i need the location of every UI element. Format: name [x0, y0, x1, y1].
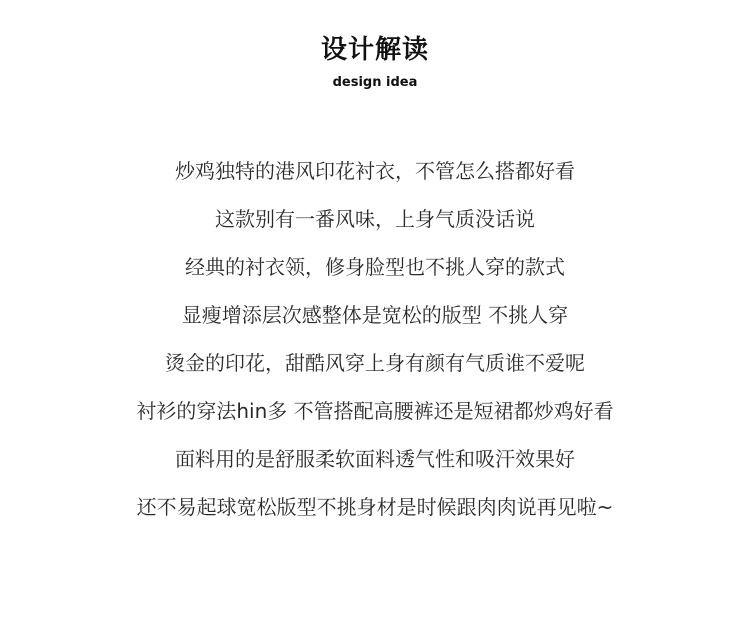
description-line: 衬衫的穿法hin多 不管搭配高腰裤还是短裙都炒鸡好看: [136, 399, 614, 423]
description-line: 炒鸡独特的港风印花衬衣，不管怎么搭都好看: [175, 159, 575, 183]
description-line: 经典的衬衣领，修身脸型也不挑人穿的款式: [185, 255, 565, 279]
description-lines: [0, 152, 750, 536]
description-line: 这款别有一番风味，上身气质没话说: [215, 207, 535, 231]
page-subtitle: design idea: [332, 75, 418, 90]
description-line: 烫金的印花，甜酷风穿上身有颜有气质谁不爱呢: [165, 351, 585, 375]
description-line: 还不易起球宽松版型不挑身材是时候跟肉肉说再见啦~: [136, 495, 614, 519]
page-title: 设计解读: [320, 35, 429, 65]
description-line: 显瘦增添层次感整体是宽松的版型 不挑人穿: [181, 303, 569, 327]
description-line: 面料用的是舒服柔软面料透气性和吸汗效果好: [175, 447, 575, 471]
